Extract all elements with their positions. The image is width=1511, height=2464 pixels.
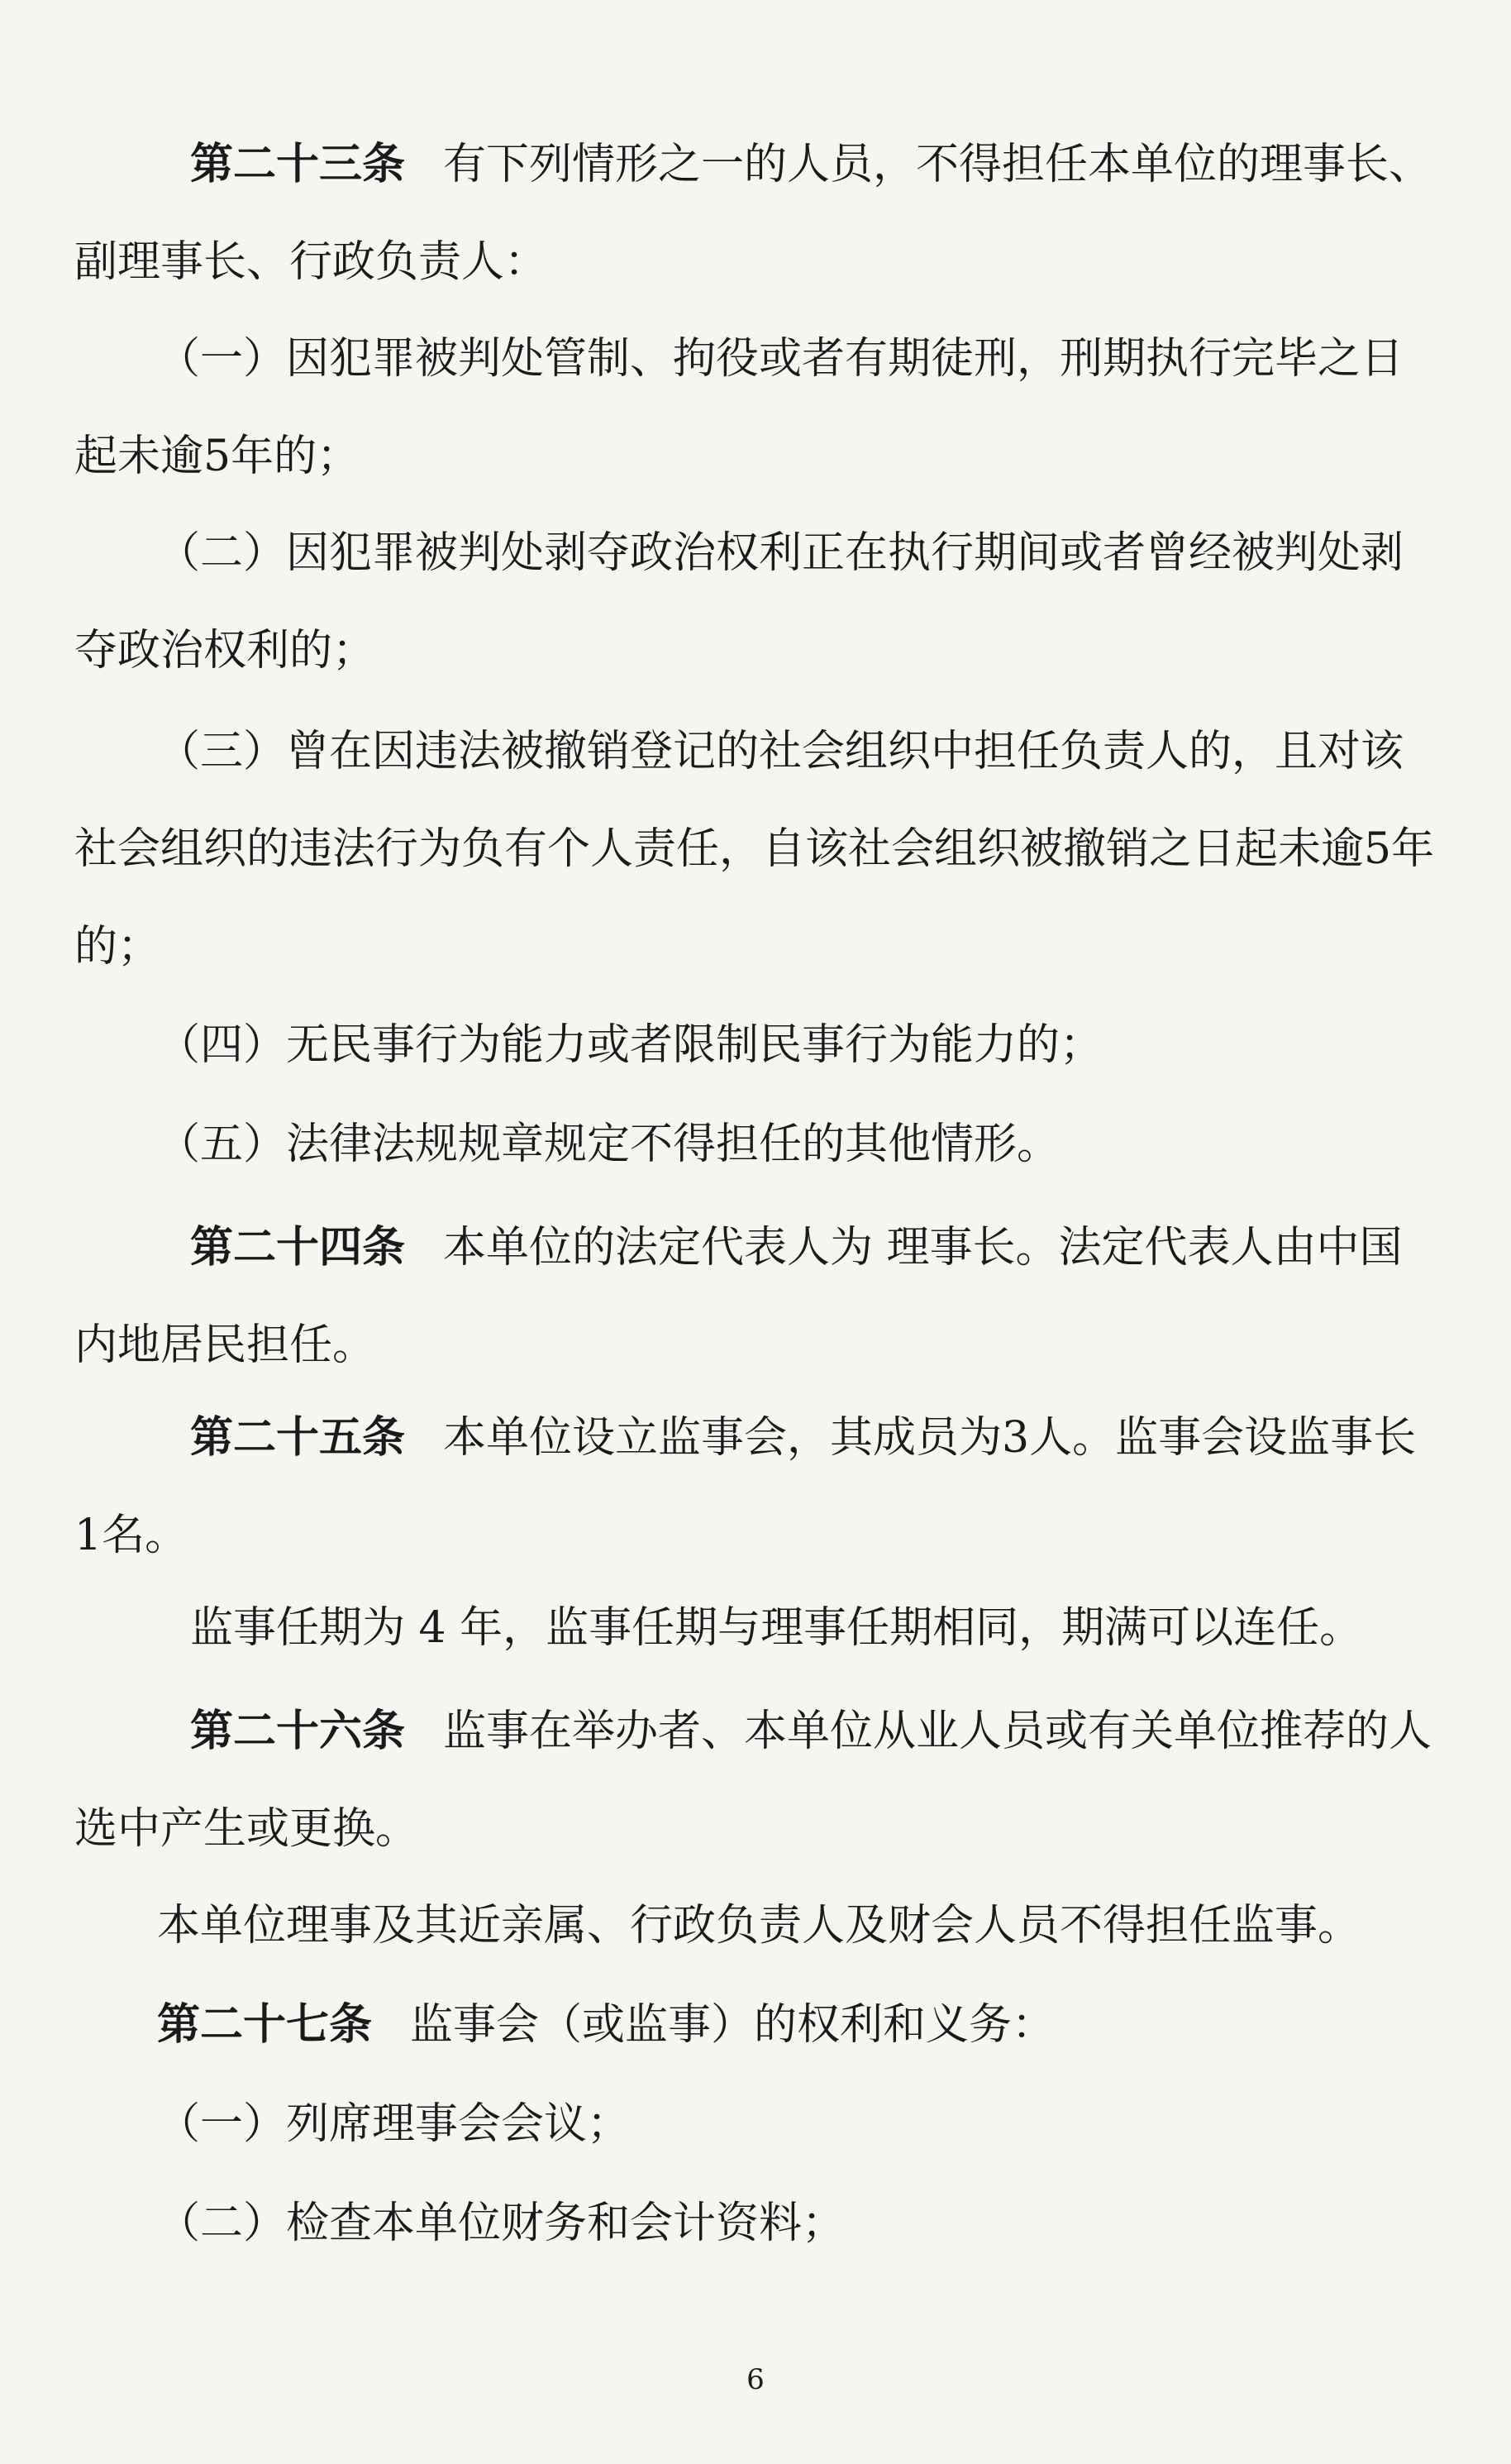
page-number: 6 — [746, 2363, 765, 2396]
paragraph-text: （一）列席理事会会议； — [157, 2099, 631, 2149]
paragraph — [74, 1683, 1438, 1878]
paragraph — [74, 1976, 1438, 2074]
paragraph-text: （一）因犯罪被判处管制、拘役或者有期徒刑，刑期执行完毕之日起未逾5年的； — [74, 334, 1404, 481]
paragraph-text: 本单位的法定代表人为 理事长。法定代表人由中国内地居民担任。 — [74, 1223, 1403, 1370]
paragraph-text: （四）无民事行为能力或者限制民事行为能力的； — [157, 1020, 1103, 1070]
paragraph-text: （二）检查本单位财务和会计资料； — [157, 2199, 846, 2248]
paragraph — [74, 116, 1438, 311]
paragraph — [74, 996, 1438, 1094]
article-heading: 第二十六条 — [190, 1707, 406, 1756]
paragraph-text: 有下列情形之一的人员，不得担任本单位的理事长、副理事长、行政负责人： — [74, 140, 1432, 287]
paragraph-text: 监事在举办者、本单位从业人员或有关单位推荐的人选中产生或更换。 — [74, 1707, 1432, 1854]
article-heading: 第二十五条 — [190, 1413, 406, 1463]
paragraph — [74, 703, 1438, 996]
paragraph — [74, 1389, 1438, 1584]
paragraph — [74, 1096, 1438, 1193]
paragraph — [74, 504, 1438, 700]
paragraph — [74, 1877, 1438, 1975]
paragraph — [74, 310, 1438, 505]
paragraph — [74, 2175, 1438, 2272]
paragraph-text: 本单位理事及其近亲属、行政负责人及财会人员不得担任监事。 — [157, 1901, 1361, 1951]
paragraph — [74, 1199, 1438, 1394]
paragraph-text: （三）曾在因违法被撤销登记的社会组织中担任负责人的，且对该社会组织的违法行为负有个人责任，自该社会组织被撤销之日起未逾5年的； — [74, 727, 1435, 972]
article-heading: 第二十四条 — [190, 1223, 406, 1273]
article-heading: 第二十七条 — [157, 2000, 373, 2050]
paragraph — [74, 1579, 1438, 1677]
paragraph-text: 监事任期为 4 年，监事任期与理事任期相同，期满可以连任。 — [190, 1603, 1363, 1653]
paragraph-text: （二）因犯罪被判处剥夺政治权利正在执行期间或者曾经被判处剥夺政治权利的； — [74, 528, 1404, 676]
paragraph — [74, 2075, 1438, 2173]
paragraph-text: （五）法律法规规章规定不得担任的其他情形。 — [157, 1120, 1061, 1169]
article-heading: 第二十三条 — [190, 140, 406, 189]
paragraph-text: 本单位设立监事会，其成员为3人。监事会设监事长1名。 — [74, 1413, 1417, 1560]
paragraph-text: 监事会（或监事）的权利和义务： — [410, 2000, 1056, 2050]
